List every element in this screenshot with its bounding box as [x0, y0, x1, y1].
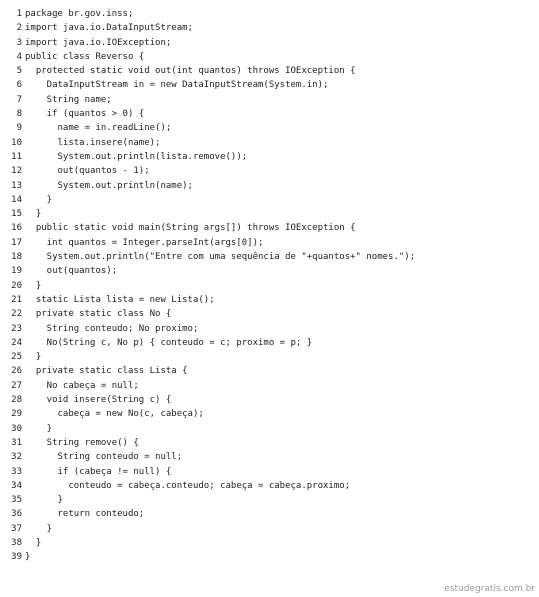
code-line	[4, 121, 415, 135]
code-line	[4, 364, 415, 378]
code-line	[4, 479, 415, 493]
code-text: import java.io.IOException;	[25, 37, 172, 48]
code-text: String name;	[25, 94, 112, 105]
code-text: name = in.readLine();	[25, 123, 172, 134]
line-number: 22	[11, 309, 22, 320]
code-line	[4, 236, 415, 250]
code-text: String remove() {	[25, 437, 139, 448]
code-text: No(String c, No p) { conteudo = c; proximo = p; }	[25, 337, 313, 348]
code-text: No cabeça = null;	[25, 380, 139, 391]
code-text: import java.io.DataInputStream;	[25, 23, 193, 34]
code-text: cabeça = new No(c, cabeça);	[25, 409, 204, 420]
code-line	[4, 422, 415, 436]
code-line	[4, 221, 415, 235]
code-text: if (cabeça != null) {	[25, 466, 172, 477]
line-number: 23	[11, 323, 22, 334]
code-text: protected static void out(int quantos) throws IOException {	[25, 66, 356, 77]
code-line	[4, 250, 415, 264]
code-text: private static class No {	[25, 309, 172, 320]
code-line	[4, 164, 415, 178]
code-line	[4, 279, 415, 293]
code-line	[4, 179, 415, 193]
line-number: 35	[11, 495, 22, 506]
code-text: lista.insere(name);	[25, 137, 161, 148]
code-line	[4, 50, 415, 64]
code-text: return conteudo;	[25, 509, 145, 520]
line-number: 19	[11, 266, 22, 277]
line-number: 39	[11, 552, 22, 563]
line-number: 5	[16, 66, 22, 77]
code-text: void insere(String c) {	[25, 395, 172, 406]
line-number: 3	[16, 37, 22, 48]
code-text: System.out.println("Entre com uma sequência de "+quantos+" nomes.");	[25, 252, 416, 263]
code-line	[4, 493, 415, 507]
line-number: 32	[11, 452, 22, 463]
line-number: 27	[11, 380, 22, 391]
code-text: package br.gov.inss;	[25, 9, 134, 19]
line-number: 29	[11, 409, 22, 420]
line-number: 9	[16, 123, 22, 134]
code-line	[4, 264, 415, 278]
code-line	[4, 93, 415, 107]
code-text: }	[25, 552, 31, 563]
line-number: 25	[11, 352, 22, 363]
code-line	[4, 207, 415, 221]
code-line	[4, 193, 415, 207]
line-number: 14	[11, 194, 22, 205]
code-line	[4, 150, 415, 164]
code-text: public class Reverso {	[25, 51, 145, 62]
line-number: 31	[11, 437, 22, 448]
code-line	[4, 136, 415, 150]
line-number: 7	[16, 94, 22, 105]
code-text: }	[25, 495, 63, 506]
code-text: }	[25, 209, 42, 220]
line-number: 13	[11, 180, 22, 191]
line-number: 11	[11, 151, 22, 162]
code-text: int quantos = Integer.parseInt(args[0]);	[25, 237, 264, 248]
line-number: 18	[11, 252, 22, 263]
code-text: DataInputStream in = new DataInputStream(System.in);	[25, 80, 329, 91]
code-line	[4, 350, 415, 364]
code-line	[4, 78, 415, 92]
code-line	[4, 307, 415, 321]
code-text: }	[25, 523, 53, 534]
line-number: 34	[11, 480, 22, 491]
line-number: 33	[11, 466, 22, 477]
line-number: 26	[11, 366, 22, 377]
code-line	[4, 393, 415, 407]
line-number: 1	[16, 9, 22, 19]
code-listing	[4, 7, 415, 565]
line-number: 12	[11, 166, 22, 177]
line-number: 20	[11, 280, 22, 291]
code-text: out(quantos - 1);	[25, 166, 150, 177]
line-number: 6	[16, 80, 22, 91]
code-line	[4, 21, 415, 35]
code-line	[4, 64, 415, 78]
code-text: public static void main(String args[]) throws IOException {	[25, 223, 356, 234]
line-number: 17	[11, 237, 22, 248]
line-number: 21	[11, 294, 22, 305]
line-number: 2	[16, 23, 22, 34]
line-number: 15	[11, 209, 22, 220]
code-text: }	[25, 352, 42, 363]
line-number: 28	[11, 395, 22, 406]
code-line	[4, 507, 415, 521]
line-number: 37	[11, 523, 22, 534]
code-line	[4, 336, 415, 350]
code-text: }	[25, 194, 53, 205]
code-line	[4, 450, 415, 464]
code-text: conteudo = cabeça.conteudo; cabeça = cabeça.proximo;	[25, 480, 351, 491]
code-text: }	[25, 280, 42, 291]
code-text: System.out.println(name);	[25, 180, 193, 191]
line-number: 36	[11, 509, 22, 520]
code-text: System.out.println(lista.remove());	[25, 151, 248, 162]
code-text: static Lista lista = new Lista();	[25, 294, 215, 305]
line-number: 24	[11, 337, 22, 348]
code-text: }	[25, 537, 42, 548]
code-line	[4, 293, 415, 307]
code-text: }	[25, 423, 53, 434]
line-number: 4	[16, 51, 22, 62]
code-line	[4, 436, 415, 450]
code-text: String conteudo = null;	[25, 452, 183, 463]
code-line	[4, 322, 415, 336]
code-line	[4, 465, 415, 479]
code-text: out(quantos);	[25, 266, 118, 277]
code-line	[4, 7, 415, 21]
code-line	[4, 36, 415, 50]
line-number: 30	[11, 423, 22, 434]
line-number: 10	[11, 137, 22, 148]
code-line	[4, 379, 415, 393]
code-text: if (quantos > 0) {	[25, 109, 145, 120]
code-line	[4, 107, 415, 121]
code-line	[4, 550, 415, 564]
watermark: estudegratis.com.br	[444, 584, 535, 594]
line-number: 38	[11, 537, 22, 548]
code-text: String conteudo; No proximo;	[25, 323, 199, 334]
line-number: 16	[11, 223, 22, 234]
code-line	[4, 536, 415, 550]
code-line	[4, 522, 415, 536]
code-line	[4, 407, 415, 421]
code-text: private static class Lista {	[25, 366, 188, 377]
line-number: 8	[16, 109, 22, 120]
